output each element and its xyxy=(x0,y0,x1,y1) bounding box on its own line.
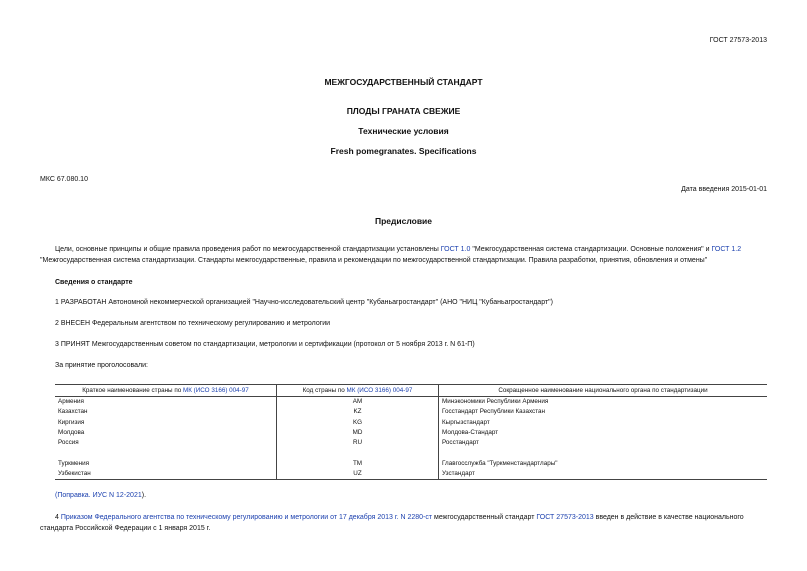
standard-info-heading: Сведения о стандарте xyxy=(55,279,133,286)
table-row xyxy=(55,428,767,438)
mks-code: МКС 67.080.10 xyxy=(40,176,88,183)
item-adopted: 3 ПРИНЯТ Межгосударственным советом по стандартизации, метрологии и сертификации (протокол от 5 ноября 2013 г. N 61-П) xyxy=(55,341,475,348)
foreword-paragraph: Цели, основные принципы и общие правила проведения работ по межгосударственной стандартизации установлены ГОСТ 1.0 "Межгосударственная система стандартизации. Основные положения" и ГОСТ 1.2 "Межгосударственная система стандартизации. Стандарты межгосударственные, правила и рекомендации по межгосударственной стандартизации. Правила разработки, принятия, обновления и отмены" xyxy=(40,246,742,264)
country-cell: Армения xyxy=(58,398,84,405)
table-row xyxy=(55,407,767,417)
amendment-note: (Поправка. ИУС N 12-2021). xyxy=(55,492,147,499)
column-header-body: Сокращенное наименование национального органа по стандартизации xyxy=(439,385,768,397)
code-cell: KG xyxy=(277,418,439,428)
standard-title-english: Fresh pomegranates. Specifications xyxy=(330,146,477,156)
body-cell: Главгосслужба "Туркменстандартлары" xyxy=(439,459,768,469)
code-cell: MD xyxy=(277,428,439,438)
item-enacted: 4 Приказом Федерального агентства по техническому регулированию и метрологии от 17 декабря 2013 г. N 2280-ст межгосударственный стандарт ГОСТ 27573-2013 введен в действие в качестве национального стандарта Российской Федерации с 1 января 2015 г. xyxy=(40,514,744,532)
country-cell xyxy=(55,448,277,458)
code-cell: UZ xyxy=(277,469,439,480)
country-cell: Узбекистан xyxy=(55,469,277,480)
code-cell: TM xyxy=(277,459,439,469)
table-row xyxy=(55,438,767,448)
interstate-standard-heading: МЕЖГОСУДАРСТВЕННЫЙ СТАНДАРТ xyxy=(324,77,483,87)
body-cell: Узстандарт xyxy=(439,469,768,480)
standard-subtitle: Технические условия xyxy=(358,126,449,136)
table-row xyxy=(55,469,767,480)
item-introduced: 2 ВНЕСЕН Федеральным агентством по техническому регулированию и метрологии xyxy=(55,320,331,327)
voting-countries-table xyxy=(55,384,767,480)
country-cell: Россия xyxy=(58,439,79,447)
item-developed: 1 РАЗРАБОТАН Автономной некоммерческой организацией "Научно-исследовательский центр "Кубаньагростандарт" (АНО "НИЦ "Кубаньагростандарт") xyxy=(55,299,553,306)
gost-1-0-link[interactable]: ГОСТ 1.0 xyxy=(440,246,471,253)
code-cell: AM xyxy=(277,397,439,408)
introduction-date: Дата введения 2015-01-01 xyxy=(681,186,767,193)
standard-title: ПЛОДЫ ГРАНАТА СВЕЖИЕ xyxy=(346,106,461,116)
code-cell xyxy=(277,448,439,458)
table-row xyxy=(55,397,767,408)
gost-27573-link[interactable]: ГОСТ 27573-2013 xyxy=(536,514,594,521)
order-link[interactable]: Приказом Федерального агентства по техническому регулированию и метрологии от 17 декабря 2013 г. N 2280-ст xyxy=(60,514,433,521)
mk-iso-3166-link[interactable]: МК (ИСО 3166) 004-97 xyxy=(182,387,249,394)
body-cell: Молдова-Стандарт xyxy=(439,428,768,438)
table-row xyxy=(55,418,767,428)
table-header-row xyxy=(55,385,767,397)
gost-1-2-link[interactable]: ГОСТ 1.2 xyxy=(711,246,742,253)
body-cell: Госстандарт Республики Казахстан xyxy=(439,407,768,417)
body-cell: Кыргызстандарт xyxy=(439,418,768,428)
column-header-code: Код страны по МК (ИСО 3166) 004-97 xyxy=(277,385,439,397)
country-cell: Молдова xyxy=(58,428,85,436)
document-code: ГОСТ 27573-2013 xyxy=(709,37,767,44)
code-cell: RU xyxy=(277,438,439,448)
body-cell: Росстандарт xyxy=(439,438,768,448)
code-cell: KZ xyxy=(277,407,439,417)
amendment-link[interactable]: Поправка. ИУС N 12-2021 xyxy=(57,492,142,499)
table-row xyxy=(55,459,767,469)
foreword-heading: Предисловие xyxy=(374,216,433,226)
country-cell: Киргизия xyxy=(58,418,85,426)
body-cell: Минэкономики Республики Армения xyxy=(439,397,768,408)
column-header-country: Краткое наименование страны по МК (ИСО 3166) 004-97 xyxy=(55,385,277,397)
country-cell: Туркмения xyxy=(58,459,90,467)
mk-iso-3166-link[interactable]: МК (ИСО 3166) 004-97 xyxy=(346,387,413,394)
voted-label: За принятие проголосовали: xyxy=(55,362,148,369)
table-row xyxy=(55,448,767,458)
body-cell xyxy=(439,448,768,458)
country-cell: Казахстан xyxy=(58,408,88,416)
